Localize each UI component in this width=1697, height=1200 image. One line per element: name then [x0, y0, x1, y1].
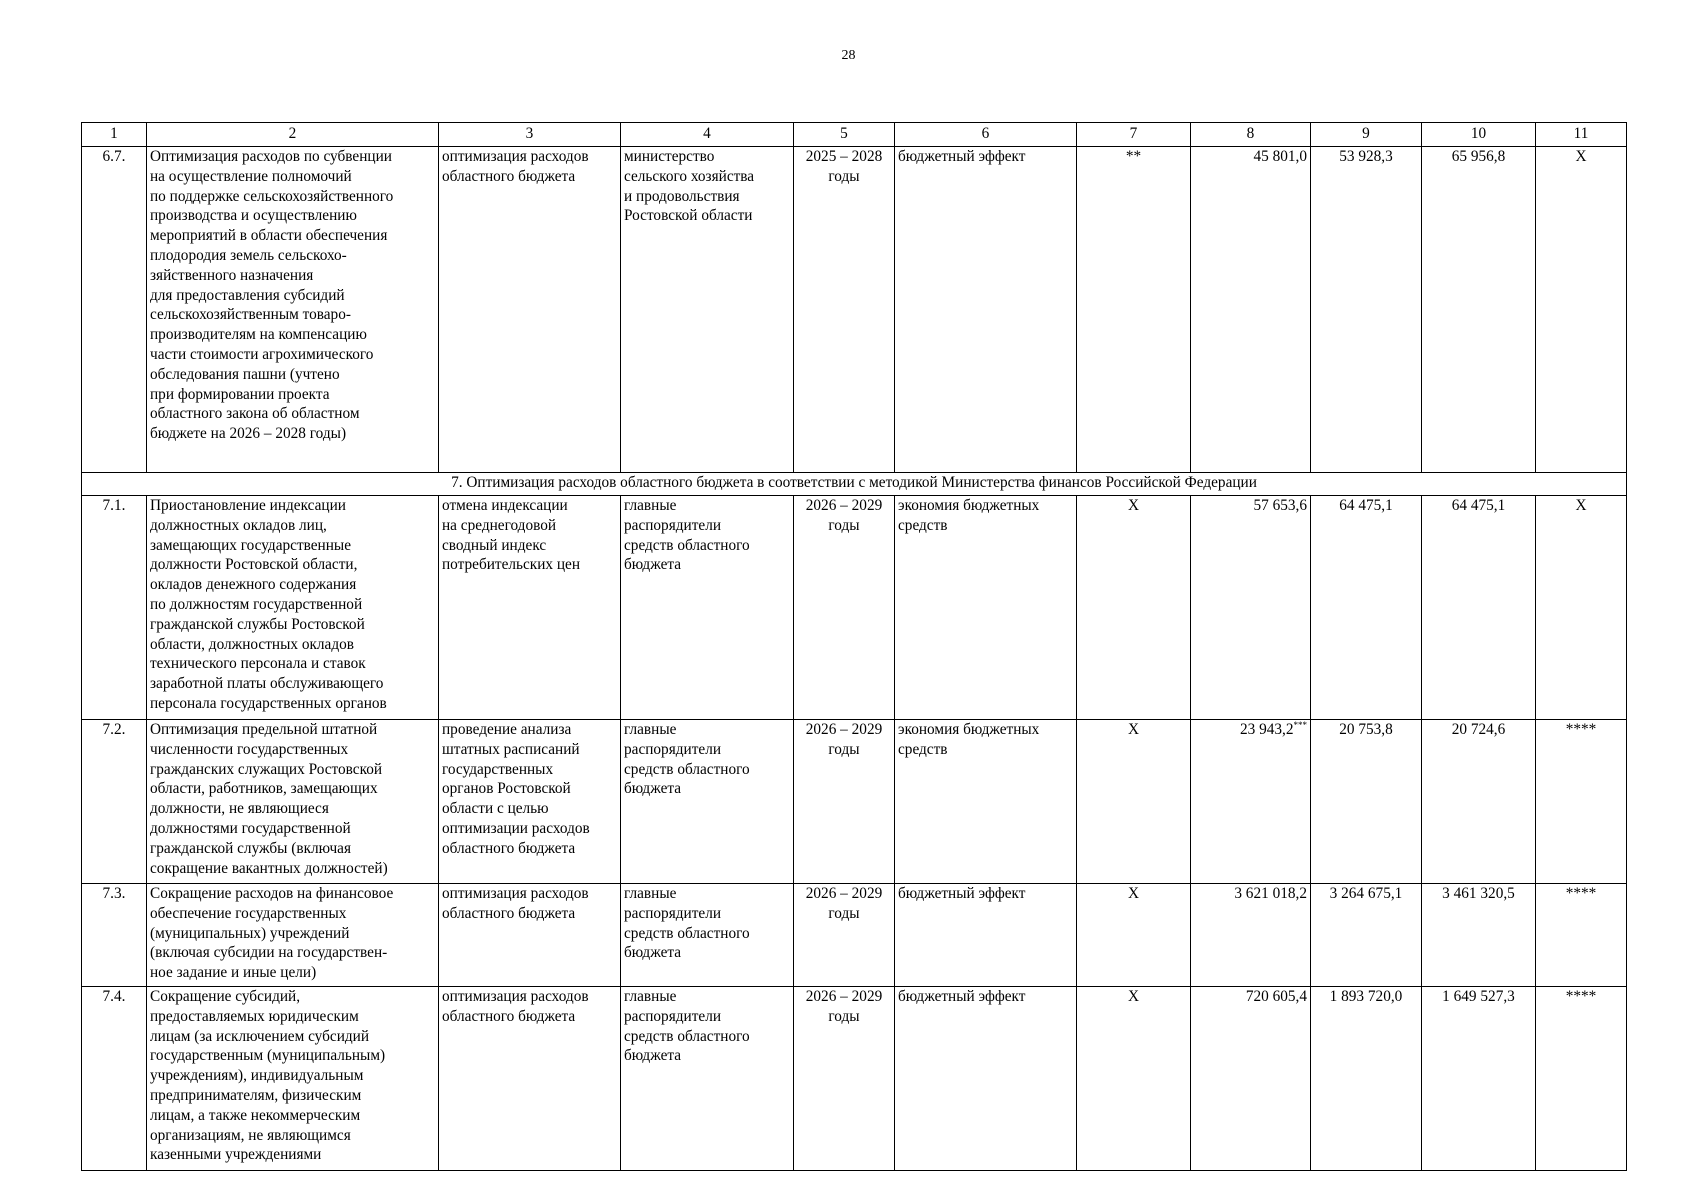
- responsible-executor: главные распорядители средств областного бюджета: [621, 884, 794, 987]
- column-number: 9: [1311, 123, 1422, 147]
- measure-name: Приостановление индексации должностных окладов лиц, замещающих государственные должности Ростовской области, окладов денежного содержания по должностям государственной гражданской службы Ростовской области, должностных окладов технического персонала и ставок заработной платы обслуживающего персонала государственных органов: [147, 496, 439, 720]
- column-number: 5: [794, 123, 895, 147]
- col-9-value: 53 928,3: [1311, 147, 1422, 473]
- col-8-number: 57 653,6: [1253, 497, 1307, 514]
- column-number: 1: [82, 123, 147, 147]
- col-7-value: Х: [1077, 496, 1191, 720]
- implementation-period: 2026 – 2029 годы: [794, 720, 895, 884]
- col-9-value: 1 893 720,0: [1311, 987, 1422, 1171]
- measure-type: оптимизация расходов областного бюджета: [439, 147, 621, 473]
- column-number: 6: [895, 123, 1077, 147]
- col-9-value: 3 264 675,1: [1311, 884, 1422, 987]
- responsible-executor: главные распорядители средств областного бюджета: [621, 987, 794, 1171]
- row-number: 7.4.: [82, 987, 147, 1171]
- implementation-period: 2026 – 2029 годы: [794, 884, 895, 987]
- column-number: 11: [1536, 123, 1627, 147]
- expected-effect: экономия бюджетных средств: [895, 496, 1077, 720]
- col-11-value: ****: [1536, 884, 1627, 987]
- section-header-row: [82, 473, 1627, 496]
- table-row: [82, 147, 1627, 473]
- col-8-value: [1191, 720, 1311, 884]
- row-number: 6.7.: [82, 147, 147, 473]
- col-10-value: 1 649 527,3: [1422, 987, 1536, 1171]
- col-7-value: Х: [1077, 720, 1191, 884]
- row-number: 7.3.: [82, 884, 147, 987]
- col-7-value: **: [1077, 147, 1191, 473]
- column-number: 2: [147, 123, 439, 147]
- col-8-value: [1191, 496, 1311, 720]
- implementation-period: 2025 – 2028 годы: [794, 147, 895, 473]
- col-8-number: 45 801,0: [1253, 148, 1307, 165]
- row-number: 7.2.: [82, 720, 147, 884]
- table-row: [82, 987, 1627, 1171]
- measure-type: отмена индексации на среднегодовой сводный индекс потребительских цен: [439, 496, 621, 720]
- column-number: 8: [1191, 123, 1311, 147]
- table-row: [82, 884, 1627, 987]
- responsible-executor: министерство сельского хозяйства и продовольствия Ростовской области: [621, 147, 794, 473]
- col-7-value: Х: [1077, 987, 1191, 1171]
- measure-type: проведение анализа штатных расписаний государственных органов Ростовской области с целью оптимизации расходов областного бюджета: [439, 720, 621, 884]
- col-10-value: 3 461 320,5: [1422, 884, 1536, 987]
- expected-effect: бюджетный эффект: [895, 987, 1077, 1171]
- implementation-period: 2026 – 2029 годы: [794, 987, 895, 1171]
- col-11-value: Х: [1536, 147, 1627, 473]
- table-row: [82, 496, 1627, 720]
- measure-name: Оптимизация предельной штатной численности государственных гражданских служащих Ростовской области, работников, замещающих должности, не являющиеся должностями государственной гражданской службы (включая сокращение вакантных должностей): [147, 720, 439, 884]
- expected-effect: бюджетный эффект: [895, 884, 1077, 987]
- col-8-footnote: ***: [1293, 719, 1307, 730]
- measure-type: оптимизация расходов областного бюджета: [439, 884, 621, 987]
- col-9-value: 64 475,1: [1311, 496, 1422, 720]
- column-number: 4: [621, 123, 794, 147]
- section-title: 7. Оптимизация расходов областного бюджета в соответствии с методикой Министерства финансов Российской Федерации: [82, 473, 1627, 496]
- measure-name: Сокращение расходов на финансовое обеспечение государственных (муниципальных) учреждений (включая субсидии на государствен- ное задание и иные цели): [147, 884, 439, 987]
- col-10-value: 20 724,6: [1422, 720, 1536, 884]
- column-number-row: [82, 123, 1627, 147]
- col-11-value: ****: [1536, 987, 1627, 1171]
- table-row: [82, 720, 1627, 884]
- col-8-value: [1191, 987, 1311, 1171]
- column-number: 10: [1422, 123, 1536, 147]
- column-number: 7: [1077, 123, 1191, 147]
- measure-name: Оптимизация расходов по субвенции на осуществление полномочий по поддержке сельскохозяйственного производства и осуществлению мероприятий в области обеспечения плодородия земель сельскохо- зяйственного назначения для предоставления субсидий сельскохозяйственным товаро- производителям на компенсацию части стоимости агрохимического обследования пашни (учтено при формировании проекта областного закона об областном бюджете на 2026 – 2028 годы): [147, 147, 439, 473]
- measure-name: Сокращение субсидий, предоставляемых юридическим лицам (за исключением субсидий государственным (муниципальным) учреждениям), индивидуальным предпринимателям, физическим лицам, а также некоммерческим организациям, не являющимся казенными учреждениями: [147, 987, 439, 1171]
- col-7-value: Х: [1077, 884, 1191, 987]
- implementation-period: 2026 – 2029 годы: [794, 496, 895, 720]
- col-8-number: 3 621 018,2: [1234, 885, 1307, 902]
- col-10-value: 64 475,1: [1422, 496, 1536, 720]
- col-8-value: [1191, 884, 1311, 987]
- col-8-number: 23 943,2: [1239, 721, 1294, 738]
- responsible-executor: главные распорядители средств областного бюджета: [621, 496, 794, 720]
- col-10-value: 65 956,8: [1422, 147, 1536, 473]
- col-8-value: [1191, 147, 1311, 473]
- col-8-number: 720 605,4: [1245, 988, 1307, 1005]
- row-number: 7.1.: [82, 496, 147, 720]
- column-number: 3: [439, 123, 621, 147]
- expected-effect: бюджетный эффект: [895, 147, 1077, 473]
- page-number: 28: [841, 48, 856, 63]
- measure-type: оптимизация расходов областного бюджета: [439, 987, 621, 1171]
- col-11-value: Х: [1536, 496, 1627, 720]
- col-9-value: 20 753,8: [1311, 720, 1422, 884]
- col-11-value: ****: [1536, 720, 1627, 884]
- expected-effect: экономия бюджетных средств: [895, 720, 1077, 884]
- measures-table: [81, 122, 1627, 1171]
- responsible-executor: главные распорядители средств областного бюджета: [621, 720, 794, 884]
